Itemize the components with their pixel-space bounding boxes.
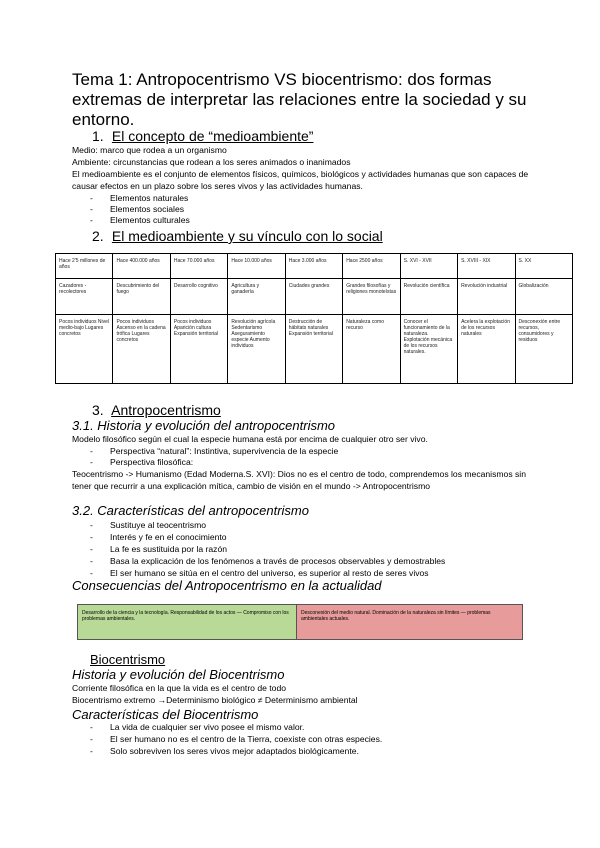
table-cell: Pocos individuos Nivel medio-bajo Lugares concretos — [56, 315, 113, 384]
table-cell: Revolución agrícola Sedentarismo Aseguramiento especie Aumento individuos — [228, 315, 285, 384]
table-cell: Hace 400.000 años — [113, 254, 170, 279]
section-number: 3. — [92, 402, 104, 418]
list-item: - Elementos sociales — [90, 204, 185, 214]
section-2-heading — [92, 228, 383, 244]
table-cell: Conocer el funcionamiento de la naturaleza. Explotación mecánica de los recursos naturales. — [400, 315, 457, 384]
list-item: - Elementos culturales — [90, 215, 190, 225]
table-cell: Agricultura y ganadería — [228, 279, 285, 315]
list-item: - Interés y fe en el conocimiento — [90, 532, 227, 542]
definition-medio: Medio: marco que rodea a un organismo — [72, 145, 227, 155]
list-item: - Perspectiva “natural”: Instintiva, supervivencia de la especie — [90, 446, 339, 456]
list-item: - Elementos naturales — [90, 193, 189, 203]
section-title: Antropocentrismo — [111, 402, 221, 418]
negative-consequences: Desconexión del medio natural. Dominación de la naturaleza sin límites — problemas ambientales actuales. — [297, 605, 522, 639]
list-item: - La fe es sustituida por la razón — [90, 544, 228, 554]
table-cell: Hace 3.000 años — [285, 254, 342, 279]
table-cell: S. XVI - XVII — [400, 254, 457, 279]
table-cell: Hace 70.000 años — [170, 254, 227, 279]
list-item: - La vida de cualquier ser vivo posee el mismo valor. — [90, 722, 305, 732]
table-cell: S. XX — [515, 254, 573, 279]
table-cell: Revolución científica — [400, 279, 457, 315]
section-number: 2. — [92, 228, 104, 244]
table-cell: Hace 2500 años — [343, 254, 400, 279]
table-cell: Descubrimiento del fuego — [113, 279, 170, 315]
table-cell: Ciudades grandes — [285, 279, 342, 315]
list-item: - Solo sobreviven los seres vivos mejor adaptados biológicamente. — [90, 746, 359, 756]
table-cell: Revolución industrial — [458, 279, 515, 315]
list-item: - El ser humano no es el centro de la Tierra, coexiste con otras especies. — [90, 734, 383, 744]
list-item: - Basa la explicación de los fenómenos a través de procesos observables y demostrables — [90, 556, 446, 566]
list-item: - Sustituye al teocentrismo — [90, 520, 207, 530]
section-title: El concepto de “medioambiente” — [111, 128, 314, 144]
table-cell: Acelera la explotación de los recursos naturales — [458, 315, 515, 384]
definition-ambiente: Ambiente: circunstancias que rodean a los seres animados o inanimados — [72, 157, 351, 167]
table-cell: Desarrollo cognitivo — [170, 279, 227, 315]
teocentrismo-paragraph: Teocentrismo -> Humanismo (Edad Moderna.S. XVI): Dios no es el centro de todo, comprendemos los mecanismos sin tener que recurrir a una explicación mítica, cambio de visión en el mundo -> Antropocentrismo — [72, 469, 526, 491]
subsection-3-1-heading: 3.1. Historia y evolución del antropocentrismo — [72, 418, 336, 433]
table-cell: Cazadores - recolectores — [56, 279, 113, 315]
table-row — [56, 315, 573, 384]
table-cell: Naturaleza como recurso — [343, 315, 400, 384]
section-3-heading — [92, 402, 221, 418]
biocentrismo-line: Biocentrismo extremo →Determinismo biológico ≠ Determinismo ambiental — [72, 695, 358, 705]
consequences-banner — [77, 604, 523, 640]
table-row — [56, 279, 573, 315]
table-cell: Hace 10.000 años — [228, 254, 285, 279]
list-item: - Perspectiva filosófica: — [90, 457, 194, 467]
subsection-3-2-heading: 3.2. Características del antropocentrismo — [72, 503, 309, 518]
section-number: 1. — [92, 128, 104, 144]
antropocentrismo-definition: Modelo filosófico según el cual la especie humana está por encima de cualquier otro ser vivo. — [72, 434, 428, 444]
table-cell: Pocos individuos Ascenso en la cadena trófica Lugares concretos — [113, 315, 170, 384]
table-cell: Desconexión entre recursos, consumidores y residuos — [515, 315, 573, 384]
table-cell: Globalización — [515, 279, 573, 315]
definition-medioambiente: El medioambiente es el conjunto de elementos físicos, químicos, biológicos y actividades humanas que son capaces de causar efectos en un plazo sobre los seres vivos y las actividades humanas. — [72, 169, 529, 191]
biocentrismo-history-heading: Historia y evolución del Biocentrismo — [72, 667, 285, 682]
biocentrismo-characteristics-heading: Características del Biocentrismo — [72, 707, 259, 722]
section-1-heading — [92, 128, 313, 144]
table-cell: Destrucción de hábitats naturales Expansión territorial — [285, 315, 342, 384]
table-row — [56, 254, 573, 279]
positive-consequences: Desarrollo de la ciencia y la tecnología. Responsabilidad de los actos — Compromiso con los problemas ambientales. — [78, 605, 297, 639]
biocentrismo-line: Corriente filosófica en la que la vida es el centro de todo — [72, 683, 287, 693]
biocentrismo-heading: Biocentrismo — [90, 652, 166, 667]
list-item: - El ser humano se sitúa en el centro del universo, es superior al resto de seres vivos — [90, 568, 429, 578]
table-cell: Pocos individuos Aparición cultura Expansión territorial — [170, 315, 227, 384]
consecuencias-heading: Consecuencias del Antropocentrismo en la actualidad — [72, 578, 382, 593]
table-cell: S. XVIII - XIX — [458, 254, 515, 279]
table-cell: Grandes filosofías y religiones monoteístas — [343, 279, 400, 315]
section-title: El medioambiente y su vínculo con lo social — [111, 228, 383, 244]
history-table — [55, 253, 573, 384]
page-title: Tema 1: Antropocentrismo VS biocentrismo: dos formas extremas de interpretar las relaciones entre la sociedad y su entorno. — [72, 70, 527, 129]
table-cell: Hace 2'5 millones de años — [56, 254, 113, 279]
